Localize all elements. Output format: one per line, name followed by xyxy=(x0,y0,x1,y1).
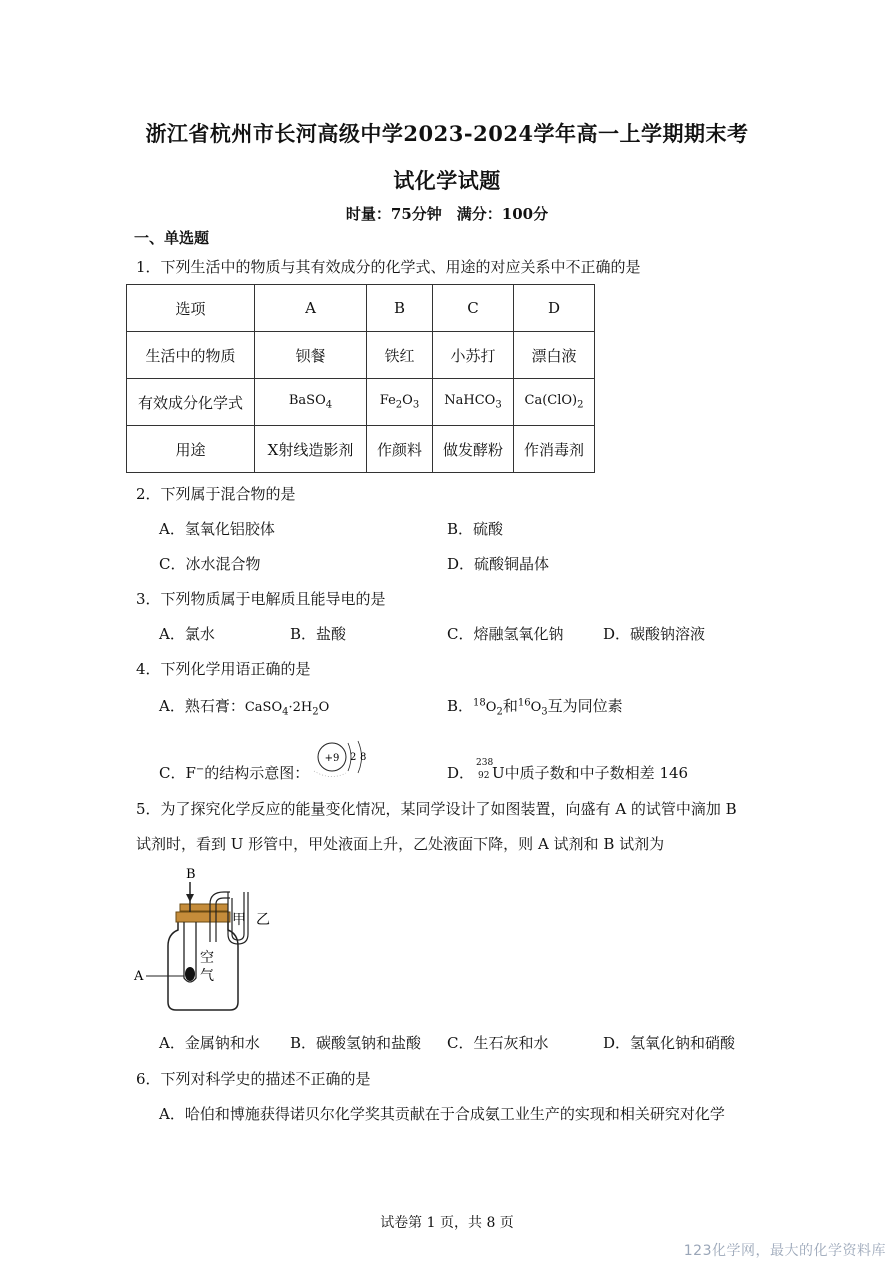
exam-title-line1: 浙江省杭州市长河高级中学2023-2024学年高一上学期期末考 xyxy=(145,121,749,146)
question-3-option-d: D．碳酸钠溶液 xyxy=(603,625,706,643)
question-1-table xyxy=(126,284,595,473)
figure-label-jia: 甲 xyxy=(232,912,246,928)
question-4-option-d xyxy=(447,758,689,783)
option-c-text: 的结构示意图： xyxy=(204,764,310,782)
figure-label-kong: 空 xyxy=(200,950,214,966)
table-cell: B xyxy=(367,285,433,332)
exam-title-line2: 试化学试题 xyxy=(393,168,501,193)
question-3-option-b: B．盐酸 xyxy=(290,625,347,643)
svg-text:2: 2 xyxy=(350,752,357,763)
question-2-option-a: A．氢氧化铝胶体 xyxy=(159,520,275,538)
table-cell: 作消毒剂 xyxy=(514,426,595,473)
formula-18o2: $^{18}O_2$ xyxy=(473,697,503,718)
table-cell: 小苏打 xyxy=(433,332,514,379)
table-cell: 漂白液 xyxy=(514,332,595,379)
section-heading: 一、单选题 xyxy=(134,229,210,247)
question-4-option-b xyxy=(447,695,623,718)
question-2-option-d: D．硫酸铜晶体 xyxy=(447,555,550,573)
fluoride-ion-structure-diagram xyxy=(310,735,374,781)
question-1-stem: 1．下列生活中的物质与其有效成分的化学式、用途的对应关系中不正确的是 xyxy=(136,258,641,276)
option-b-text2: 互为同位素 xyxy=(547,697,623,715)
question-4-option-a xyxy=(159,695,329,718)
table-row xyxy=(127,285,595,332)
table-cell: 有效成分化学式 xyxy=(127,379,255,426)
option-a-label: A．熟石膏： xyxy=(159,697,245,715)
formula-nahco3: NaHCO$_3$ xyxy=(433,379,514,426)
question-5-option-d: D．氢氧化钠和硝酸 xyxy=(603,1034,736,1052)
question-2-option-c: C．冰水混合物 xyxy=(159,555,261,573)
formula-16o3: $^{16}O_3$ xyxy=(517,697,548,718)
figure-label-b: B xyxy=(186,867,196,882)
table-cell: C xyxy=(433,285,514,332)
question-2-option-b: B．硫酸 xyxy=(447,520,504,538)
question-5-stem-line2: 试剂时，看到 U 形管中，甲处液面上升，乙处液面下降，则 A 试剂和 B 试剂为 xyxy=(136,835,665,853)
table-cell: 铁红 xyxy=(367,332,433,379)
table-row xyxy=(127,332,595,379)
formula-fe2o3: $Fe_2O_3$ xyxy=(367,379,433,426)
option-b-text1: 和 xyxy=(502,697,518,715)
formula-caso4-2h2o: $CaSO_4\cdot 2H_2O$ xyxy=(244,700,330,718)
question-4-stem: 4．下列化学用语正确的是 xyxy=(136,660,311,678)
question-3-option-a: A．氯水 xyxy=(159,625,215,643)
table-row xyxy=(127,379,595,426)
table-row xyxy=(127,426,595,473)
watermark: 123化学网，最大的化学资料库 xyxy=(683,1243,886,1259)
figure-label-a: A xyxy=(134,969,144,984)
svg-text:+9: +9 xyxy=(324,753,340,764)
question-5-option-c: C．生石灰和水 xyxy=(447,1034,549,1052)
svg-text:8: 8 xyxy=(360,752,367,763)
question-6-option-a: A．哈伯和博施获得诺贝尔化学奖其贡献在于合成氨工业生产的实现和相关研究对化学 xyxy=(159,1105,725,1123)
formula-baso4: BaSO$_4$ xyxy=(255,379,367,426)
table-cell: 钡餐 xyxy=(255,332,367,379)
formula-caclo2: $Ca(ClO)_2$ xyxy=(514,379,595,426)
table-cell: A xyxy=(255,285,367,332)
table-cell: D xyxy=(514,285,595,332)
figure-label-yi: 乙 xyxy=(256,912,270,928)
question-2-stem: 2．下列属于混合物的是 xyxy=(136,485,296,503)
table-cell: 用途 xyxy=(127,426,255,473)
page-footer: 试卷第 1 页，共 8 页 xyxy=(380,1215,514,1231)
figure-label-qi: 气 xyxy=(200,968,214,984)
table-cell: 做发酵粉 xyxy=(433,426,514,473)
option-d-label: D． xyxy=(447,764,475,782)
question-3-option-c: C．熔融氢氧化钠 xyxy=(447,625,564,643)
question-4-option-c: C．F−的结构示意图： xyxy=(159,764,310,782)
question-5-option-a: A．金属钠和水 xyxy=(159,1034,260,1052)
apparatus-diagram xyxy=(128,862,288,1022)
uranium-notation: 238 92 xyxy=(476,758,494,781)
option-d-text: U中质子数和中子数相差 146 xyxy=(492,764,689,782)
table-cell: X射线造影剂 xyxy=(255,426,367,473)
question-3-stem: 3．下列物质属于电解质且能导电的是 xyxy=(136,590,386,608)
table-cell: 选项 xyxy=(127,285,255,332)
option-c-label: C．F xyxy=(159,764,196,782)
table-cell: 作颜料 xyxy=(367,426,433,473)
exam-subtitle: 时量：75分钟 满分：100分 xyxy=(345,205,549,223)
question-6-stem: 6．下列对科学史的描述不正确的是 xyxy=(136,1070,371,1088)
question-5-stem-line1: 5．为了探究化学反应的能量变化情况，某同学设计了如图装置，向盛有 A 的试管中滴加 B xyxy=(136,800,737,818)
question-5-option-b: B．碳酸氢钠和盐酸 xyxy=(290,1034,422,1052)
table-cell: 生活中的物质 xyxy=(127,332,255,379)
option-b-label: B． xyxy=(447,697,474,715)
